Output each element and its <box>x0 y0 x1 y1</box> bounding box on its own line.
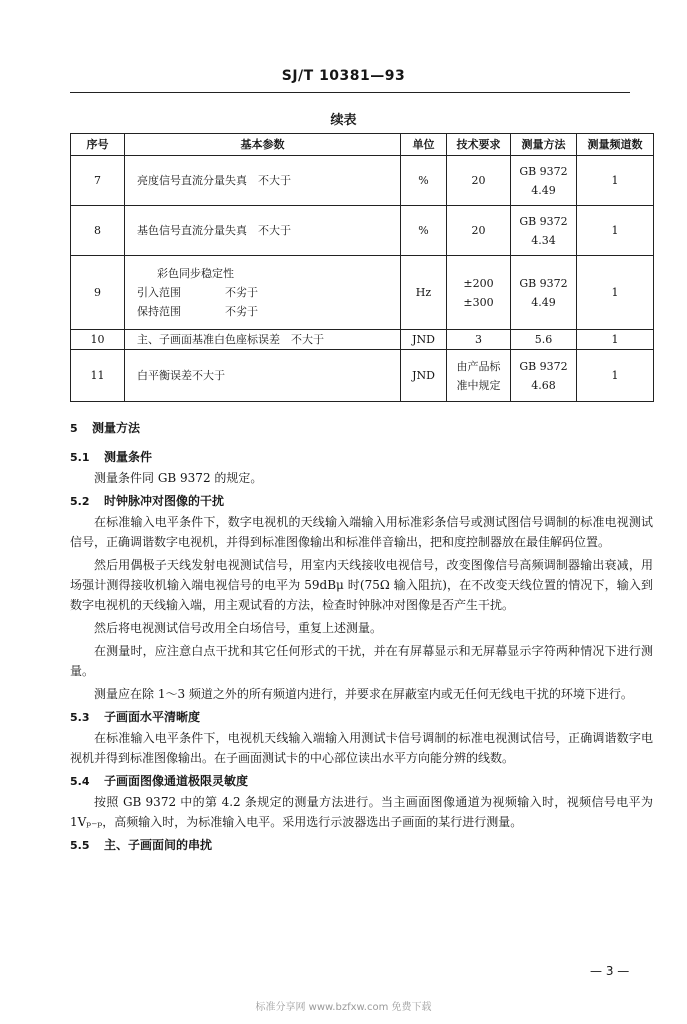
row-channels: 1 <box>577 256 654 330</box>
row-method <box>511 206 577 256</box>
table-row <box>71 156 654 206</box>
section-title: 子画面图像通道极限灵敏度 <box>104 774 249 788</box>
param-sub-a: 引入范围 <box>137 286 181 299</box>
requirement-b: 准中规定 <box>456 378 501 392</box>
param-sub-b-limit: 不劣于 <box>225 305 258 318</box>
section-5-2-heading <box>70 491 653 512</box>
row-method <box>511 350 577 402</box>
row-unit: % <box>401 206 447 256</box>
requirement-a: 由产品标 <box>456 359 501 373</box>
standard-code-header: SJ/T 10381—93 <box>281 68 406 84</box>
row-channels: 1 <box>577 156 654 206</box>
paragraph: 测量应在除 1～3 频道之外的所有频道内进行，并要求在屏蔽室内或无任何无线电干扰的环境下进行。 <box>94 687 633 701</box>
row-channels: 1 <box>577 330 654 350</box>
param-title: 彩色同步稳定性 <box>157 267 234 280</box>
col-header-no: 序号 <box>71 134 125 156</box>
row-param: 白平衡误差不大于 <box>125 350 401 402</box>
paragraph: 在测量时，应注意白点干扰和其它任何形式的干扰，并在有屏幕显示和无屏幕显示字符两种情况下进行测量。 <box>70 644 653 678</box>
header-rule <box>70 92 630 93</box>
table-row <box>71 330 654 350</box>
section-5-4-heading <box>70 771 653 792</box>
row-channels: 1 <box>577 206 654 256</box>
col-header-param: 基本参数 <box>125 134 401 156</box>
spec-table <box>70 133 654 402</box>
document-body <box>70 418 653 856</box>
method-standard: GB 9372 <box>519 359 568 373</box>
col-header-channels: 测量频道数 <box>577 134 654 156</box>
section-title: 主、子画面间的串扰 <box>104 838 213 852</box>
row-param: 亮度信号直流分量失真 不大于 <box>125 156 401 206</box>
section-number: 5.5 <box>70 839 90 852</box>
row-requirement <box>447 350 511 402</box>
section-5-3-heading <box>70 707 653 728</box>
site-watermark: 标准分享网 www.bzfxw.com 免费下载 <box>255 1002 432 1013</box>
section-title: 测量方法 <box>92 421 141 435</box>
section-number: 5.3 <box>70 711 90 724</box>
row-number: 9 <box>71 256 125 330</box>
paragraph: 然后将电视测试信号改用全白场信号，重复上述测量。 <box>94 621 383 635</box>
row-unit: % <box>401 156 447 206</box>
section-title: 时钟脉冲对图像的干扰 <box>104 494 225 508</box>
table-row <box>71 350 654 402</box>
param-sub-a-limit: 不劣于 <box>225 286 258 299</box>
row-param <box>125 256 401 330</box>
requirement-b: ±300 <box>463 295 494 309</box>
row-requirement: 20 <box>447 156 511 206</box>
row-requirement: 20 <box>447 206 511 256</box>
col-header-method: 测量方法 <box>511 134 577 156</box>
row-unit: JND <box>401 350 447 402</box>
section-5-1-heading <box>70 447 653 468</box>
param-sub-b: 保持范围 <box>137 305 181 318</box>
section-number: 5.4 <box>70 775 90 788</box>
method-standard: GB 9372 <box>519 164 568 178</box>
page-number: — 3 — <box>590 964 630 978</box>
section-title: 子画面水平清晰度 <box>104 710 201 724</box>
row-number: 11 <box>71 350 125 402</box>
row-number: 7 <box>71 156 125 206</box>
requirement-a: ±200 <box>463 276 494 290</box>
table-row <box>71 206 654 256</box>
row-unit: Hz <box>401 256 447 330</box>
section-number: 5.2 <box>70 495 90 508</box>
col-header-unit: 单位 <box>401 134 447 156</box>
method-standard: GB 9372 <box>519 276 568 290</box>
row-unit: JND <box>401 330 447 350</box>
row-requirement: 3 <box>447 330 511 350</box>
method-clause: 4.68 <box>531 378 556 392</box>
row-number: 8 <box>71 206 125 256</box>
paragraph: 在标准输入电平条件下，电视机天线输入端输入用测试卡信号调制的标准电视测试信号，正确调谐数字电视机并得到标准图像输出。在子画面测试卡的中心部位读出水平方向能分辨的线数。 <box>70 731 653 765</box>
section-title: 测量条件 <box>104 450 153 464</box>
row-number: 10 <box>71 330 125 350</box>
row-requirement <box>447 256 511 330</box>
section-number: 5.1 <box>70 451 90 464</box>
paragraph: 然后用偶极子天线发射电视测试信号，用室内天线接收电视信号，改变图像信号高频调制器输出衰减，用场强计测得接收机输入端电视信号的电平为 59dBμ 时(75Ω 输入阻抗)，在不改变天线位置的情况下，输入到数字电视机的天线输入端，用主观试看的方法，检查时钟脉冲对图像是否产生干扰。 <box>70 558 653 612</box>
method-clause: 4.34 <box>531 233 556 247</box>
table-row <box>71 256 654 330</box>
method-clause: 4.49 <box>531 183 556 197</box>
table-header-row <box>71 134 654 156</box>
method-standard: GB 9372 <box>519 214 568 228</box>
paragraph: 测量条件同 GB 9372 的规定。 <box>94 471 263 485</box>
row-param: 基色信号直流分量失真 不大于 <box>125 206 401 256</box>
table-title: 续表 <box>330 113 357 128</box>
row-method <box>511 156 577 206</box>
paragraph: 按照 GB 9372 中的第 4.2 条规定的测量方法进行。当主画面图像通道为视频输入时，视频信号电平为 1Vₚ₋ₚ，高频输入时，为标准输入电平。采用选行示波器选出子画面的某行进行测量。 <box>70 795 653 829</box>
section-5-5-heading <box>70 835 653 856</box>
row-channels: 1 <box>577 350 654 402</box>
section-5-heading <box>70 418 653 439</box>
method-clause: 4.49 <box>531 295 556 309</box>
col-header-requirement: 技术要求 <box>447 134 511 156</box>
paragraph: 在标准输入电平条件下，数字电视机的天线输入端输入用标准彩条信号或测试图信号调制的标准电视测试信号，正确调谐数字电视机，并得到标准图像输出和标准伴音输出，把和度控制器放在最佳解码位置。 <box>70 515 653 549</box>
section-number: 5 <box>70 422 78 435</box>
row-method: 5.6 <box>511 330 577 350</box>
row-method <box>511 256 577 330</box>
row-param: 主、子画面基准白色座标误差 不大于 <box>125 330 401 350</box>
